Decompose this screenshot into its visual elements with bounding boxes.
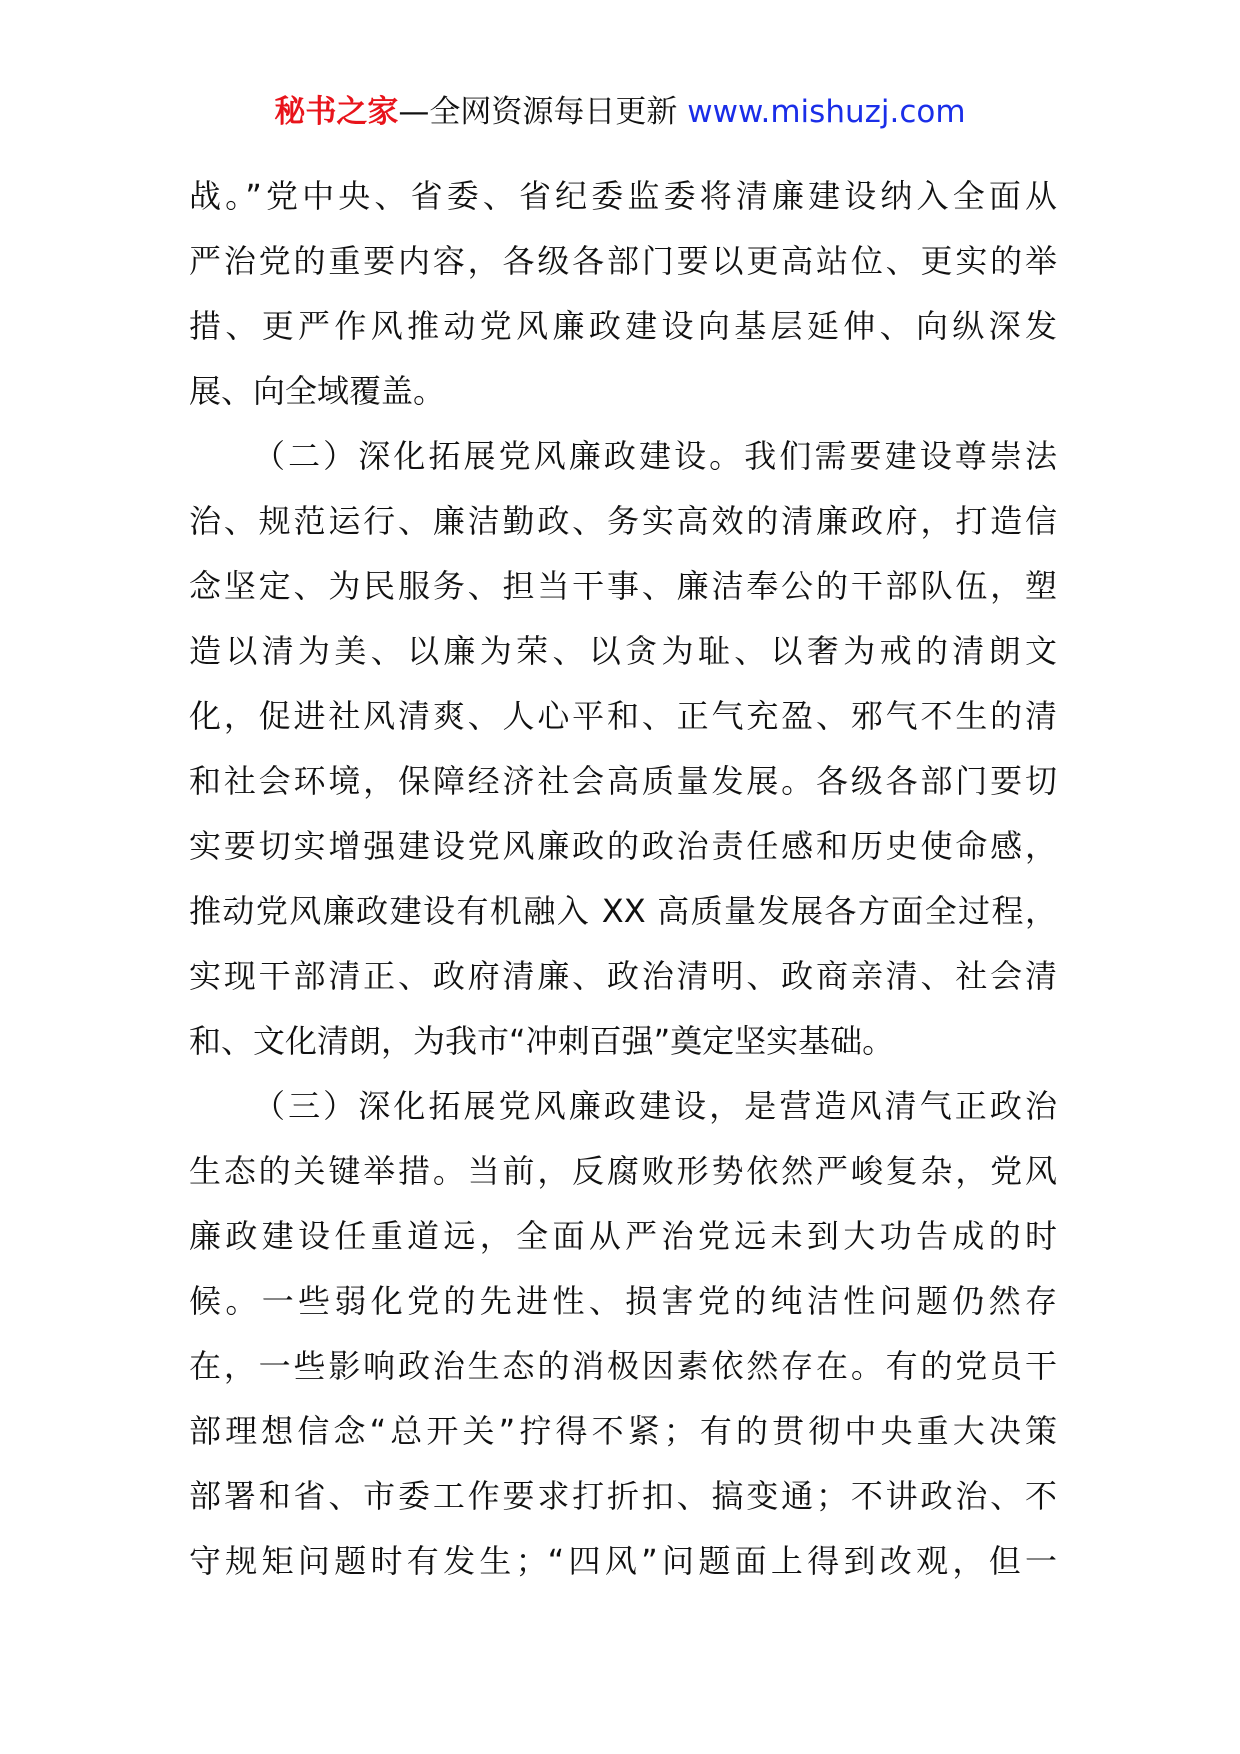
- text-line: （二）深化拓展党风廉政建设。我们需要建设尊崇法: [253, 437, 1057, 475]
- text-line: 部理想信念“总开关”拧得不紧；有的贯彻中央重大决策: [189, 1412, 1057, 1450]
- text-line: （三）深化拓展党风廉政建设，是营造风清气正政治: [253, 1087, 1057, 1125]
- text-line: 措、更严作风推动党风廉政建设向基层延伸、向纵深发: [189, 307, 1057, 345]
- text-line: 候。一些弱化党的先进性、损害党的纯洁性问题仍然存: [189, 1282, 1057, 1320]
- text-line: 实现干部清正、政府清廉、政治清明、政商亲清、社会清: [189, 957, 1057, 995]
- document-body: [189, 164, 1057, 1594]
- paragraph-2: [189, 424, 1057, 1074]
- text-line: 廉政建设任重道远，全面从严治党远未到大功告成的时: [189, 1217, 1057, 1255]
- text-line: 造以清为美、以廉为荣、以贪为耻、以奢为戒的清朗文: [189, 632, 1057, 670]
- text-line: 在，一些影响政治生态的消极因素依然存在。有的党员干: [189, 1347, 1057, 1385]
- site-header: [0, 92, 1240, 132]
- paragraph-3: [189, 1074, 1057, 1594]
- text-line: 治、规范运行、廉洁勤政、务实高效的清廉政府，打造信: [189, 502, 1057, 540]
- text-line: 守规矩问题时有发生；“四风”问题面上得到改观，但一: [189, 1542, 1057, 1580]
- text-line: 严治党的重要内容，各级各部门要以更高站位、更实的举: [189, 242, 1057, 280]
- paragraph-1: [189, 164, 1057, 424]
- text-line: 和、文化清朗，为我市“冲刺百强”奠定坚实基础。: [189, 1022, 895, 1060]
- text-line: 和社会环境，保障经济社会高质量发展。各级各部门要切: [189, 762, 1057, 800]
- text-line: 生态的关键举措。当前，反腐败形势依然严峻复杂，党风: [189, 1152, 1057, 1190]
- text-line: 念坚定、为民服务、担当干事、廉洁奉公的干部队伍，塑: [189, 567, 1057, 605]
- text-line: 实要切实增强建设党风廉政的政治责任感和历史使命感，: [189, 827, 1057, 865]
- text-line: 战。”党中央、省委、省纪委监委将清廉建设纳入全面从: [189, 177, 1057, 215]
- site-tagline: —全网资源每日更新: [398, 94, 678, 130]
- site-brand: 秘书之家: [274, 94, 399, 130]
- text-line: 部署和省、市委工作要求打折扣、搞变通；不讲政治、不: [189, 1477, 1057, 1515]
- text-line: 推动党风廉政建设有机融入 XX 高质量发展各方面全过程，: [189, 892, 1057, 930]
- text-line: 展、向全域覆盖。: [189, 372, 446, 410]
- text-line: 化，促进社风清爽、人心平和、正气充盈、邪气不生的清: [189, 697, 1057, 735]
- site-url-link[interactable]: www.mishuzj.com: [687, 94, 966, 130]
